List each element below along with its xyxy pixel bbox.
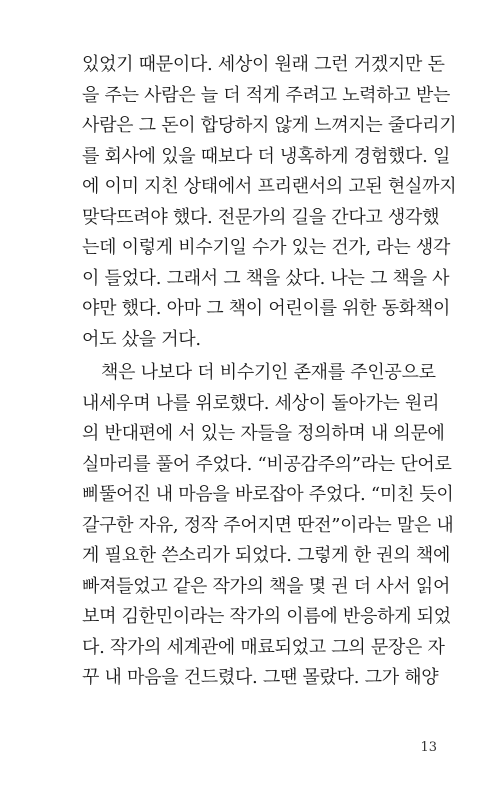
text-line: 꾸 내 마음을 건드렸다. 그땐 몰랐다. 그가 해양	[82, 667, 439, 688]
text-line: 의 반대편에 서 있는 자들을 정의하며 내 의문에	[82, 423, 445, 444]
paragraph-2	[82, 358, 452, 694]
text-line: 갈구한 자유, 정작 주어지면 딴전”이라는 말은 내	[82, 514, 454, 536]
body-text	[82, 50, 457, 694]
text-line: 사람은 그 돈이 합당하지 않게 느껴지는 줄다리기	[82, 115, 457, 136]
paragraph-1	[82, 50, 457, 355]
text-line: 보며 김한민이라는 작가의 이름에 반응하게 되었	[82, 606, 451, 627]
text-line: 삐뚤어진 내 마음을 바로잡아 주었다. “미친 듯이	[82, 484, 454, 505]
text-line: 를 회사에 있을 때보다 더 냉혹하게 경험했다. 일	[82, 145, 451, 167]
text-line: 게 필요한 쓴소리가 되었다. 그렇게 한 권의 책에	[82, 545, 451, 566]
text-line: 빠져들었고 같은 작가의 책을 몇 권 더 사서 읽어	[82, 575, 451, 597]
text-line: 어도 샀을 거다.	[82, 328, 201, 350]
text-line: 에 이미 지친 상태에서 프리랜서의 고된 현실까지	[82, 176, 457, 197]
text-line: 는데 이렇게 비수기일 수가 있는 건가, 라는 생각	[82, 237, 451, 258]
text-line: 야만 했다. 아마 그 책이 어린이를 위한 동화책이	[82, 298, 451, 319]
text-line: 실마리를 풀어 주었다. “비공감주의”라는 단어로	[82, 453, 452, 475]
text-line: 이 들었다. 그래서 그 책을 샀다. 나는 그 책을 사	[82, 267, 450, 289]
text-line: 다. 작가의 세계관에 매료되었고 그의 문장은 자	[82, 636, 445, 658]
text-line: 맞닥뜨려야 했다. 전문가의 길을 간다고 생각했	[82, 206, 440, 228]
text-line: 내세우며 나를 위로했다. 세상이 돌아가는 원리	[82, 392, 440, 414]
text-line: 을 주는 사람은 늘 더 적게 주려고 노력하고 받는	[82, 84, 451, 106]
text-line: 있었기 때문이다. 세상이 원래 그런 거겠지만 돈	[82, 54, 445, 75]
text-line: 책은 나보다 더 비수기인 존재를 주인공으로	[101, 362, 436, 383]
page-number: 13	[420, 740, 437, 755]
